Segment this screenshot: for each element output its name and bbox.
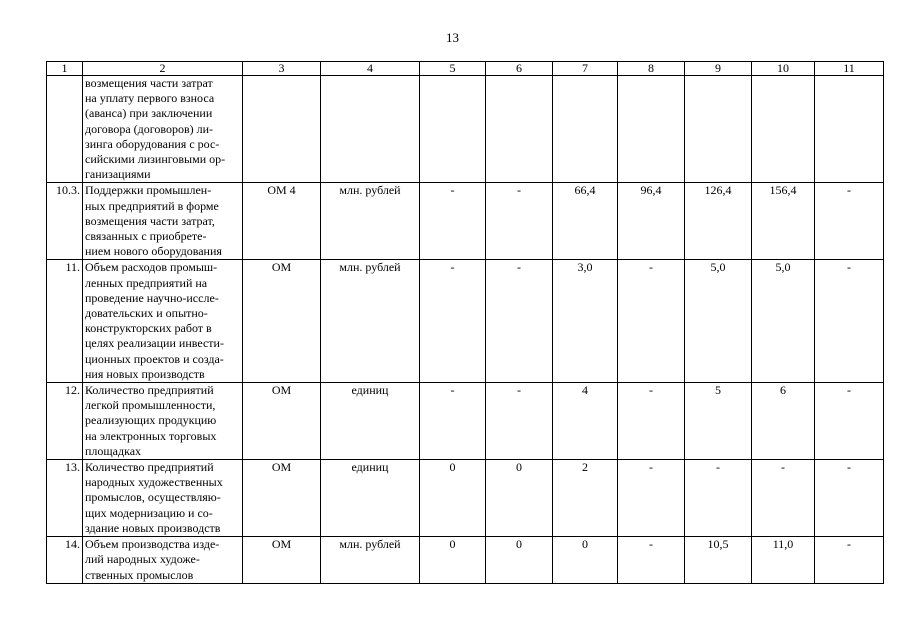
description-line: ственных промыслов <box>85 567 194 582</box>
unit-cell <box>321 76 420 183</box>
page-number: 13 <box>446 30 459 45</box>
description-line: конструкторских работ в <box>85 321 212 336</box>
column-header-6: 6 <box>486 62 553 76</box>
column-header-9: 9 <box>685 62 752 76</box>
value-cell-8: 96,4 <box>618 183 685 260</box>
value-cell-10: 6 <box>752 383 815 460</box>
description-line: возмещения части затрат, <box>85 213 215 228</box>
value-cell-7: 3,0 <box>553 260 618 383</box>
description-line: Объем производства изде- <box>85 537 220 552</box>
description-line: площадках <box>85 443 142 458</box>
value-cell-8: - <box>618 260 685 383</box>
value-cell-8: - <box>618 537 685 584</box>
description-cell <box>83 460 243 537</box>
value-cell-7: 2 <box>553 460 618 537</box>
row-number-cell: 12. <box>47 383 83 460</box>
value-cell-5: 0 <box>420 537 486 584</box>
description-line: Количество предприятий <box>85 460 214 475</box>
description-line: ленных предприятий на <box>85 275 208 290</box>
unit-cell: млн. рублей <box>321 260 420 383</box>
table-body <box>47 76 884 584</box>
value-cell-6: - <box>486 183 553 260</box>
value-cell-7 <box>553 76 618 183</box>
table-row <box>47 183 884 260</box>
table-header <box>47 62 884 76</box>
description-line: проведение научно-иссле- <box>85 290 219 305</box>
indicators-table <box>46 61 884 584</box>
column-header-11: 11 <box>815 62 884 76</box>
description-line: зинга оборудования с рос- <box>85 136 220 151</box>
description-line: Поддержки промышлен- <box>85 183 212 198</box>
row-number-cell <box>47 76 83 183</box>
column-header-1: 1 <box>47 62 83 76</box>
column-header-8: 8 <box>618 62 685 76</box>
value-cell-9: 10,5 <box>685 537 752 584</box>
description-line: Количество предприятий <box>85 383 214 398</box>
value-cell-11: - <box>815 260 884 383</box>
row-number-cell: 10.3. <box>47 183 83 260</box>
column-header-3: 3 <box>243 62 321 76</box>
description-line: лий народных художе- <box>85 552 200 567</box>
description-line: промыслов, осуществляю- <box>85 490 221 505</box>
value-cell-7: 0 <box>553 537 618 584</box>
value-cell-5: - <box>420 183 486 260</box>
description-line: народных художественных <box>85 475 223 490</box>
table-row <box>47 260 884 383</box>
column-header-5: 5 <box>420 62 486 76</box>
column-header-2: 2 <box>83 62 243 76</box>
unit-cell: единиц <box>321 383 420 460</box>
description-cell <box>83 183 243 260</box>
description-cell <box>83 76 243 183</box>
value-cell-9: 126,4 <box>685 183 752 260</box>
unit-cell: млн. рублей <box>321 537 420 584</box>
description-line: ганизациями <box>85 167 151 182</box>
description-line: сийскими лизинговыми ор- <box>85 152 226 167</box>
code-cell: ОМ <box>243 383 321 460</box>
value-cell-7: 66,4 <box>553 183 618 260</box>
description-line: на уплату первого взноса <box>85 91 215 106</box>
value-cell-6: 0 <box>486 537 553 584</box>
code-cell <box>243 76 321 183</box>
description-line: связанных с приобрете- <box>85 229 207 244</box>
value-cell-7: 4 <box>553 383 618 460</box>
value-cell-11: - <box>815 537 884 584</box>
description-cell <box>83 260 243 383</box>
value-cell-9 <box>685 76 752 183</box>
unit-cell: единиц <box>321 460 420 537</box>
value-cell-5: - <box>420 260 486 383</box>
value-cell-5: - <box>420 383 486 460</box>
description-line: щих модернизацию и со- <box>85 505 213 520</box>
description-line: возмещения части затрат <box>85 76 213 90</box>
value-cell-8: - <box>618 460 685 537</box>
value-cell-9: - <box>685 460 752 537</box>
description-line: целях реализации инвести- <box>85 336 224 351</box>
value-cell-6 <box>486 76 553 183</box>
table-row <box>47 537 884 584</box>
column-header-10: 10 <box>752 62 815 76</box>
value-cell-6: 0 <box>486 460 553 537</box>
description-line: здание новых производств <box>85 520 221 535</box>
header-row <box>47 62 884 76</box>
code-cell: ОМ <box>243 460 321 537</box>
description-line: договора (договоров) ли- <box>85 121 214 136</box>
value-cell-10: - <box>752 460 815 537</box>
description-line: (аванса) при заключении <box>85 106 213 121</box>
column-header-7: 7 <box>553 62 618 76</box>
value-cell-8 <box>618 76 685 183</box>
row-number-cell: 13. <box>47 460 83 537</box>
row-number-cell: 14. <box>47 537 83 584</box>
description-line: легкой промышленности, <box>85 398 216 413</box>
description-line: довательских и опытно- <box>85 306 208 321</box>
table-row <box>47 383 884 460</box>
value-cell-5: 0 <box>420 460 486 537</box>
value-cell-9: 5,0 <box>685 260 752 383</box>
description-cell <box>83 383 243 460</box>
description-line: на электронных торговых <box>85 428 217 443</box>
value-cell-9: 5 <box>685 383 752 460</box>
value-cell-8: - <box>618 383 685 460</box>
value-cell-6: - <box>486 383 553 460</box>
value-cell-10: 11,0 <box>752 537 815 584</box>
unit-cell: млн. рублей <box>321 183 420 260</box>
table-row <box>47 76 884 183</box>
value-cell-6: - <box>486 260 553 383</box>
description-line: реализующих продукцию <box>85 413 217 428</box>
description-line: ционных проектов и созда- <box>85 351 224 366</box>
description-line: ных предприятий в форме <box>85 198 219 213</box>
code-cell: ОМ <box>243 260 321 383</box>
value-cell-11 <box>815 76 884 183</box>
column-header-4: 4 <box>321 62 420 76</box>
value-cell-10: 156,4 <box>752 183 815 260</box>
code-cell: ОМ 4 <box>243 183 321 260</box>
value-cell-10: 5,0 <box>752 260 815 383</box>
value-cell-11: - <box>815 460 884 537</box>
description-line: Объем расходов промыш- <box>85 260 218 275</box>
code-cell: ОМ <box>243 537 321 584</box>
value-cell-11: - <box>815 383 884 460</box>
value-cell-10 <box>752 76 815 183</box>
row-number-cell: 11. <box>47 260 83 383</box>
description-line: ния новых производств <box>85 366 205 381</box>
table-row <box>47 460 884 537</box>
description-cell <box>83 537 243 584</box>
value-cell-5 <box>420 76 486 183</box>
description-line: нием нового оборудования <box>85 244 222 259</box>
value-cell-11: - <box>815 183 884 260</box>
